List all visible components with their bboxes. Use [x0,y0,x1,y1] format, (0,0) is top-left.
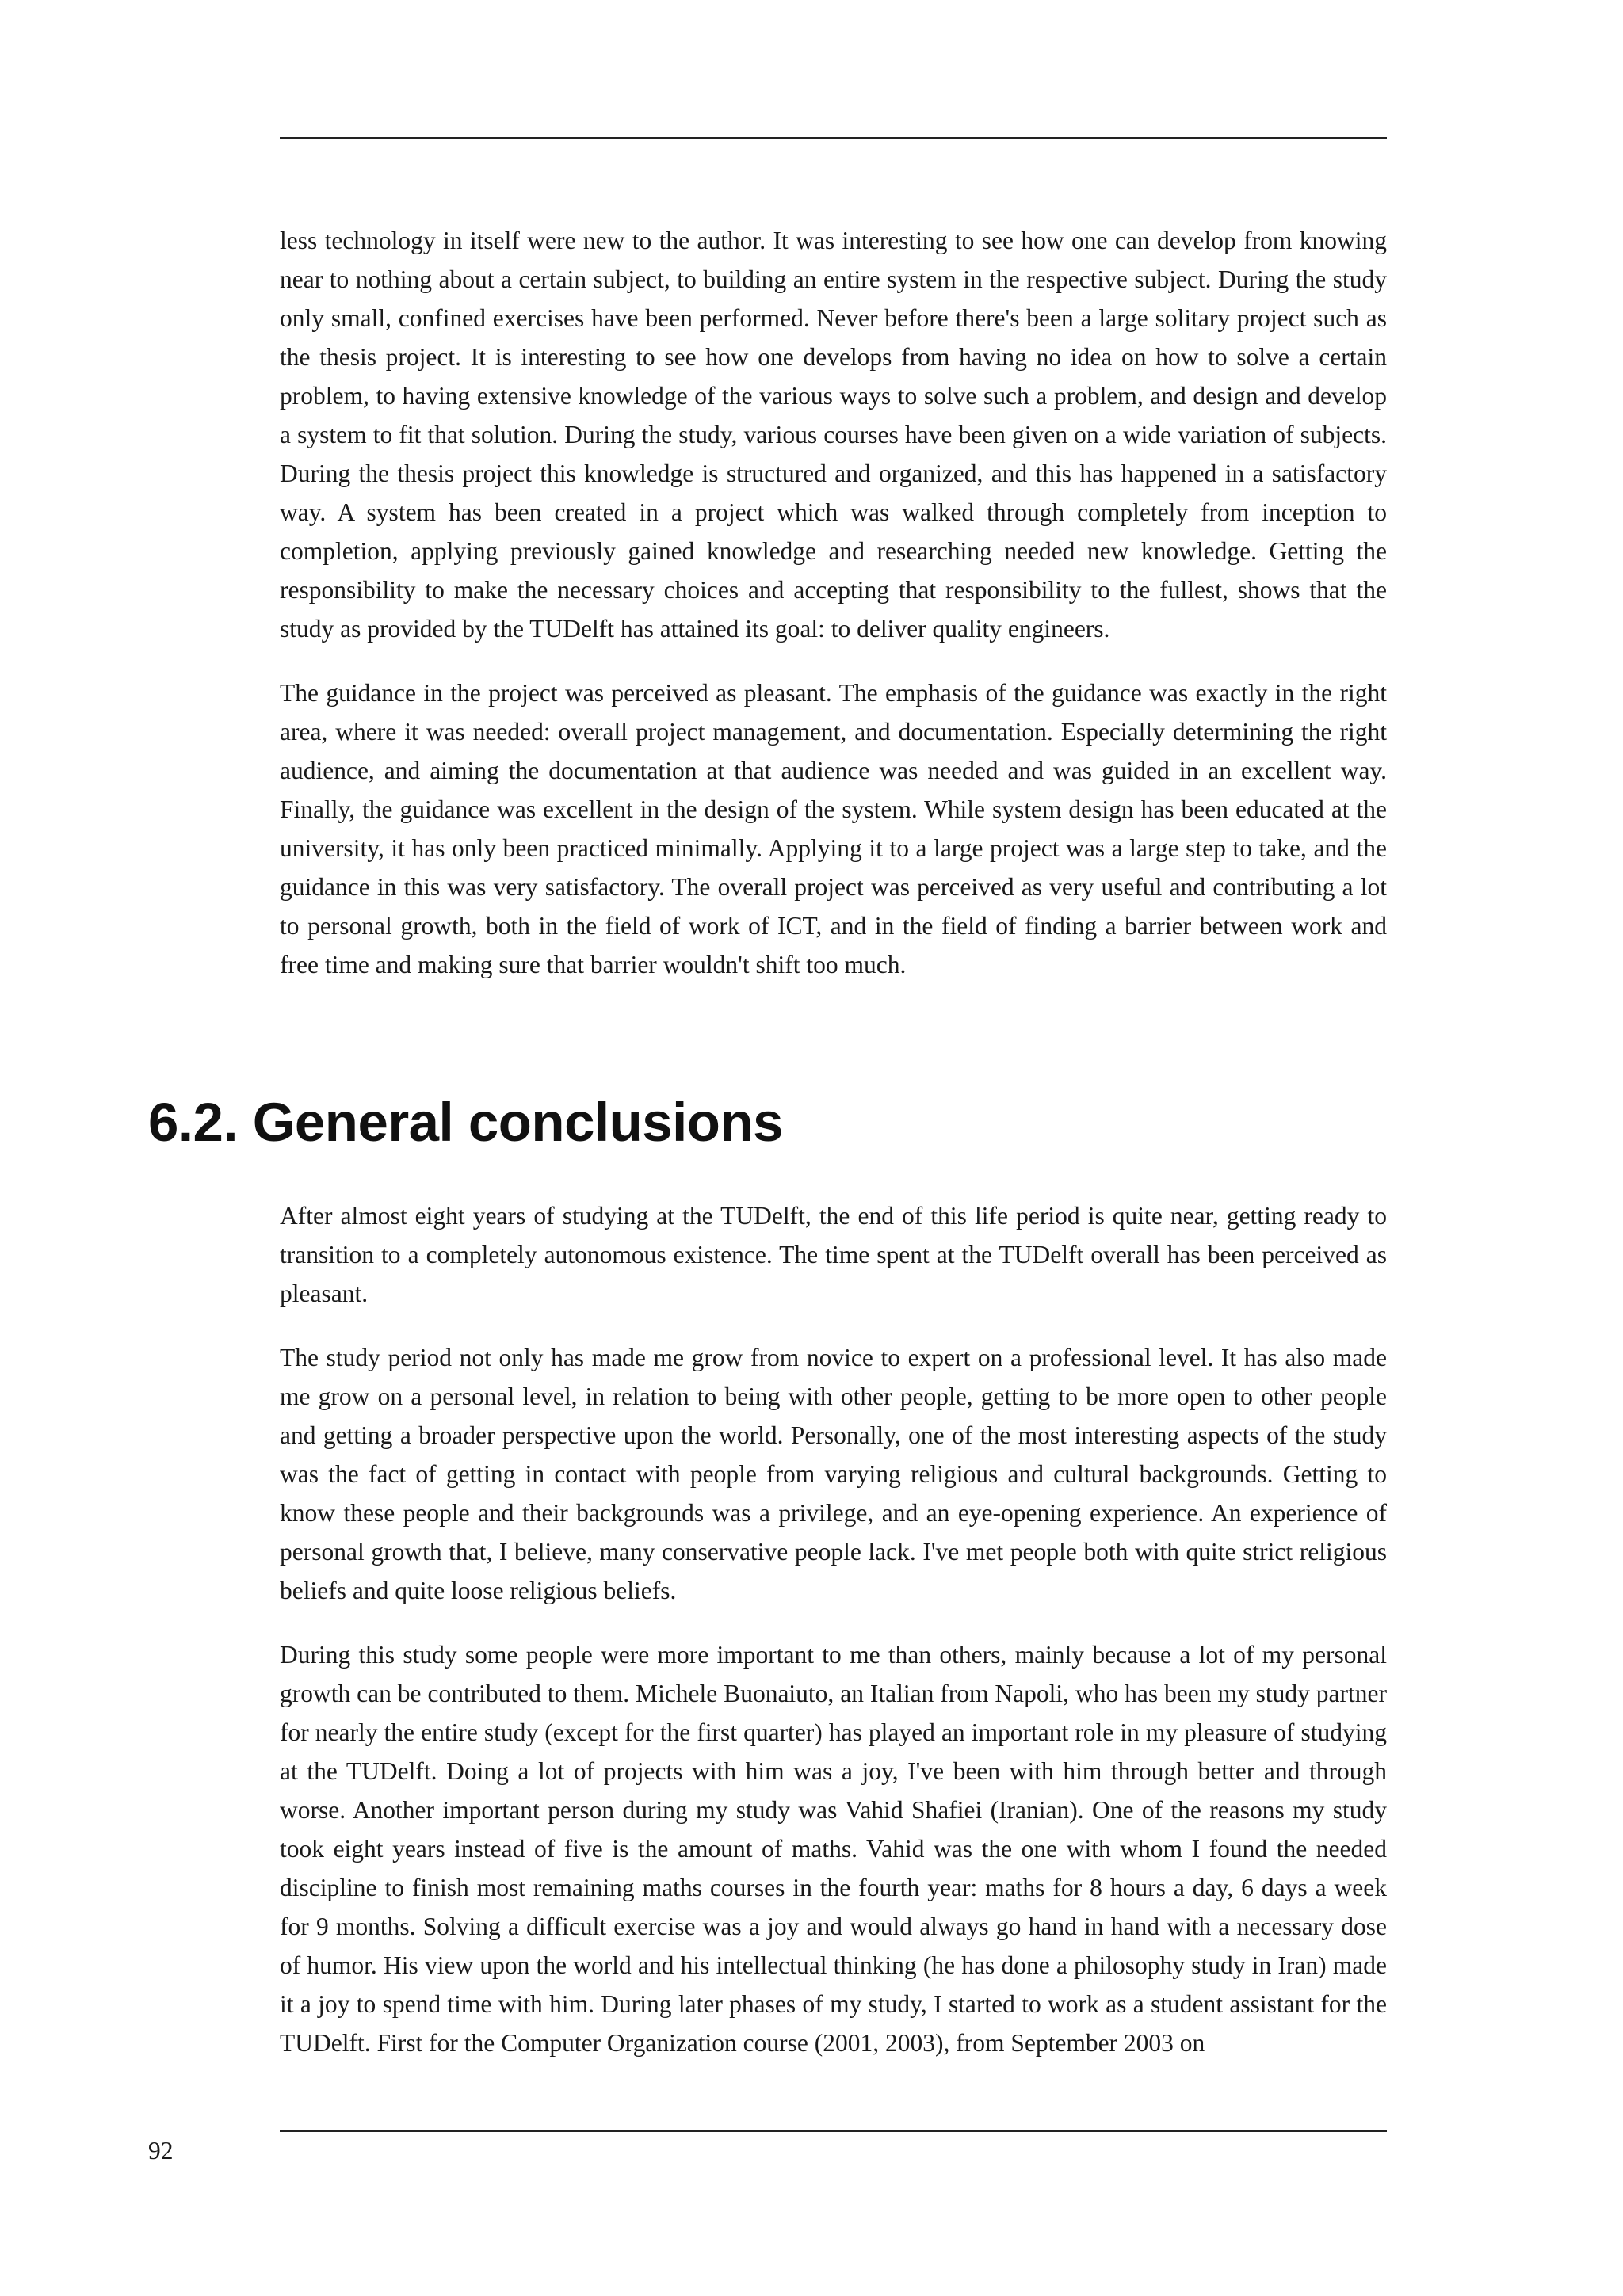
paragraph: During this study some people were more important to me than others, mainly because a lot of my personal growth can be contributed to them. Michele Buonaiuto, an Italian from Napoli, who has been my study partner for nearly the entire study (except for the first quarter) has played an important role in my pleasure of studying at the TUDelft. Doing a lot of projects with him was a joy, I've been with him through better and through worse. Another important person during my study was Vahid Shafiei (Iranian). One of the reasons my study took eight years instead of five is the amount of maths. Vahid was the one with whom I found the needed discipline to finish most remaining maths courses in the fourth year: maths for 8 hours a day, 6 days a week for 9 months. Solving a difficult exercise was a joy and would always go hand in hand with a necessary dose of humor. His view upon the world and his intellectual thinking (he has done a philosophy study in Iran) made it a joy to spend time with him. During later phases of my study, I started to work as a student assistant for the TUDelft. First for the Computer Organization course (2001, 2003), from September 2003 on [280,1641,1387,2057]
paragraph: less technology in itself were new to the author. It was interesting to see how one can develop from knowing near to nothing about a certain subject, to building an entire system in the respective subject. During the study only small, confined exercises have been performed. Never before there's been a large solitary project such as the thesis project. It is interesting to see how one develops from having no idea on how to solve a certain problem, to having extensive knowledge of the various ways to solve such a problem, and design and develop a system to fit that solution. During the study, various courses have been given on a wide variation of subjects. During the thesis project this knowledge is structured and organized, and this has happened in a satisfactory way. A system has been created in a project which was walked through completely from inception to completion, applying previously gained knowledge and researching needed new knowledge. Getting the responsibility to make the necessary choices and accepting that responsibility to the fullest, shows that the study as provided by the TUDelft has attained its goal: to deliver quality engineers. [280,227,1387,643]
header-rule [280,137,1387,139]
intro-text-block [280,221,1387,984]
footer-rule [280,2130,1387,2132]
section-heading: 6.2. General conclusions [148,1092,783,1153]
paragraph: The study period not only has made me grow from novice to expert on a professional level. It has also made me grow on a personal level, in relation to being with other people, getting to be more open to other people and getting a broader perspective upon the world. Personally, one of the most interesting aspects of the study was the fact of getting in contact with people from varying religious and cultural backgrounds. Getting to know these people and their backgrounds was a privilege, and an eye-opening experience. An experience of personal growth that, I believe, many conservative people lack. I've met people both with quite strict religious beliefs and quite loose religious beliefs. [280,1344,1387,1604]
paragraph: After almost eight years of studying at the TUDelft, the end of this life period is quite near, getting ready to transition to a completely autonomous existence. The time spent at the TUDelft overall has been perceived as pleasant. [280,1202,1387,1307]
section-text-block [280,1196,1387,2062]
paragraph: The guidance in the project was perceived as pleasant. The emphasis of the guidance was exactly in the right area, where it was needed: overall project management, and documentation. Especially determining the right audience, and aiming the documentation at that audience was needed and was guided in an excellent way. Finally, the guidance was excellent in the design of the system. While system design has been educated at the university, it has only been practiced minimally. Applying it to a large project was a large step to take, and the guidance in this was very satisfactory. The overall project was perceived as very useful and contributing a lot to personal growth, both in the field of work of ICT, and in the field of finding a barrier between work and free time and making sure that barrier wouldn't shift too much. [280,679,1387,978]
page-number: 92 [148,2137,174,2164]
